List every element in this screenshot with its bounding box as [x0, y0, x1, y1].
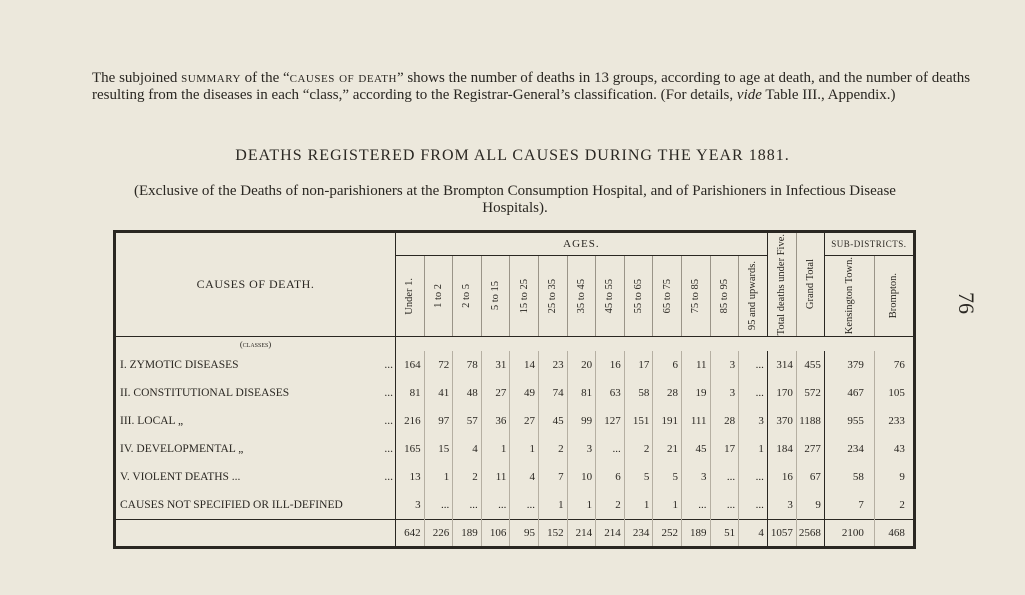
table-cell: ... [424, 491, 453, 520]
deaths-table [113, 230, 916, 549]
table-cell: 31 [481, 351, 510, 379]
table-cell: 234 [624, 520, 653, 548]
table-cell: 76 [874, 351, 914, 379]
table-cell: 28 [653, 379, 682, 407]
table-cell: 99 [567, 407, 596, 435]
table-cell: ... [739, 351, 768, 379]
table-cell: 17 [624, 351, 653, 379]
table-cell: 15 [424, 435, 453, 463]
table-cell: 20 [567, 351, 596, 379]
table-cell: 2 [538, 435, 567, 463]
table-cell: 233 [874, 407, 914, 435]
table-cell: 3 [681, 463, 710, 491]
table-cell: 314 [767, 351, 796, 379]
table-row [115, 379, 915, 407]
table-cell: 58 [824, 463, 874, 491]
table-cell: ... [510, 491, 539, 520]
table-cell: 2 [596, 491, 625, 520]
age-column-header: 45 to 55 [596, 256, 625, 337]
table-cell: 379 [824, 351, 874, 379]
table-cell: 9 [796, 491, 824, 520]
page-subtitle: (Exclusive of the Deaths of non-parishioners at the Brompton Consumption Hospital, and of Parishioners in Infectious Disease Hospitals). [134, 183, 896, 216]
table-cell: 455 [796, 351, 824, 379]
table-cell: ... [481, 491, 510, 520]
table-cell: 216 [404, 415, 421, 427]
table-cell: 6 [596, 463, 625, 491]
table-cell: 6 [653, 351, 682, 379]
table-cell: 3 [767, 491, 796, 520]
intro-text: of the “ [240, 70, 290, 86]
table-cell: 214 [596, 520, 625, 548]
age-column-header: 85 to 95 [710, 256, 739, 337]
table-cell: 28 [710, 407, 739, 435]
table-cell: 95 [510, 520, 539, 548]
causes-header: CAUSES OF DEATH. [115, 232, 396, 337]
table-cell: 3 [739, 407, 768, 435]
table-cell: 152 [538, 520, 567, 548]
table-cell: 5 [624, 463, 653, 491]
table-cell: 2568 [796, 520, 824, 548]
table-cell: 21 [653, 435, 682, 463]
totals-row [115, 520, 915, 548]
table-cell: 58 [624, 379, 653, 407]
age-column-header: 65 to 75 [653, 256, 682, 337]
table-cell: 189 [681, 520, 710, 548]
table-cell: 955 [824, 407, 874, 435]
subdistrict-column-header: Kensington Town. [824, 256, 874, 337]
table-cell: 9 [874, 463, 914, 491]
table-cell: ... [710, 463, 739, 491]
table-cell: 4 [510, 463, 539, 491]
classes-label: (classes) [115, 337, 396, 352]
table-cell: 111 [681, 407, 710, 435]
table-cell: 234 [824, 435, 874, 463]
table-cell: 1 [567, 491, 596, 520]
table-cell: 1057 [767, 520, 796, 548]
intro-vide: vide [736, 87, 762, 103]
table-cell: 57 [453, 407, 482, 435]
table-cell: 45 [681, 435, 710, 463]
table-cell: 170 [767, 379, 796, 407]
table-cell: 16 [596, 351, 625, 379]
intro-paragraph [92, 70, 972, 104]
table-cell: 1 [424, 463, 453, 491]
age-column-header: 75 to 85 [681, 256, 710, 337]
totals-label-cell [115, 520, 396, 548]
table-cell: ... [739, 379, 768, 407]
table-cell: 11 [481, 463, 510, 491]
table-cell: ... [681, 491, 710, 520]
table-cell: ... [739, 491, 768, 520]
page-title: DEATHS REGISTERED FROM ALL CAUSES DURING THE YEAR 1881. [235, 147, 790, 164]
grand-total-header: Grand Total [796, 232, 824, 337]
table-cell: ... [596, 435, 625, 463]
cause-name: ... V. VIOLENT DEATHS ... [115, 463, 396, 491]
subdistrict-column-header: Brompton. [874, 256, 914, 337]
table-cell: 467 [824, 379, 874, 407]
table-row [115, 407, 915, 435]
age-column-header: 55 to 65 [624, 256, 653, 337]
table-cell: 81 [567, 379, 596, 407]
table-cell: 1 [510, 435, 539, 463]
table-cell: 642 [396, 520, 425, 548]
table-cell: 23 [538, 351, 567, 379]
table-cell: 4 [453, 435, 482, 463]
table-cell: 127 [596, 407, 625, 435]
table-cell: 1 [538, 491, 567, 520]
table-cell: 48 [453, 379, 482, 407]
page-number: 76 [954, 292, 979, 314]
age-column-header: 35 to 45 [567, 256, 596, 337]
table-cell: ... [453, 491, 482, 520]
table-cell: 1 [739, 435, 768, 463]
table-cell: 16 [767, 463, 796, 491]
table-cell: 36 [481, 407, 510, 435]
table-cell: 165 [404, 443, 421, 455]
table-cell: 7 [538, 463, 567, 491]
table-cell: 1 [481, 435, 510, 463]
table-cell: 277 [796, 435, 824, 463]
age-column-header: 2 to 5 [453, 256, 482, 337]
age-column-header: 25 to 35 [538, 256, 567, 337]
table-cell: 4 [739, 520, 768, 548]
table-cell: 191 [653, 407, 682, 435]
cause-name: ... II. CONSTITUTIONAL DISEASES [115, 379, 396, 407]
table-cell: 13 [409, 471, 421, 483]
table-cell: 184 [767, 435, 796, 463]
under-five-header: Total deaths under Five. [767, 232, 796, 337]
table-cell: 1 [653, 491, 682, 520]
table-row [115, 491, 915, 520]
table-cell: 1188 [796, 407, 824, 435]
cause-name: ... I. ZYMOTIC DISEASES [115, 351, 396, 379]
table-cell: 252 [653, 520, 682, 548]
intro-text: The subjoined [92, 70, 178, 86]
table-row [115, 351, 915, 379]
table-cell: 41 [424, 379, 453, 407]
subdistricts-header: SUB-DISTRICTS. [824, 232, 914, 256]
table-cell: 105 [874, 379, 914, 407]
table-cell: 27 [481, 379, 510, 407]
table-cell: 5 [653, 463, 682, 491]
table-cell: 370 [767, 407, 796, 435]
table-cell: 572 [796, 379, 824, 407]
table-cell: 63 [596, 379, 625, 407]
table-cell: 3 [415, 499, 421, 511]
table-cell: 214 [567, 520, 596, 548]
table-cell: 10 [567, 463, 596, 491]
cause-name: ... III. LOCAL „ [115, 407, 396, 435]
table-cell: 226 [424, 520, 453, 548]
table-cell: 43 [874, 435, 914, 463]
table-cell: 97 [424, 407, 453, 435]
age-column-header: Under 1. [396, 256, 425, 337]
table-cell: 189 [453, 520, 482, 548]
table-cell: 106 [481, 520, 510, 548]
table-cell: 3 [710, 379, 739, 407]
cause-name: CAUSES NOT SPECIFIED OR ILL-DEFINED [115, 491, 396, 520]
table-cell: 27 [510, 407, 539, 435]
table-cell: 151 [624, 407, 653, 435]
age-column-header: 5 to 15 [481, 256, 510, 337]
table-cell: ... [739, 463, 768, 491]
table-cell: 7 [824, 491, 874, 520]
table-cell: 45 [538, 407, 567, 435]
table-cell: 2 [874, 491, 914, 520]
table-cell: 3 [567, 435, 596, 463]
table-cell: 2 [453, 463, 482, 491]
intro-summary: summary [181, 70, 241, 86]
ages-header: AGES. [396, 232, 768, 256]
table-cell: 72 [424, 351, 453, 379]
table-cell: 49 [510, 379, 539, 407]
age-column-header: 1 to 2 [424, 256, 453, 337]
table-row [115, 435, 915, 463]
intro-causes: causes of death [289, 70, 397, 86]
age-column-header: 15 to 25 [510, 256, 539, 337]
table-row [115, 463, 915, 491]
table-cell: 3 [710, 351, 739, 379]
cause-name: ... IV. DEVELOPMENTAL „ [115, 435, 396, 463]
table-cell: 78 [453, 351, 482, 379]
intro-text: ” shows the number of deaths in 13 groups, according to age at death, and the number of deaths resulting from the diseases in each “class,” according to the Registrar-General’s classification. (For details, [92, 70, 971, 103]
table-cell: ... [710, 491, 739, 520]
table-cell: 81 [409, 387, 421, 399]
intro-text: Table III., Appendix.) [765, 87, 896, 103]
table-cell: 2 [624, 435, 653, 463]
table-cell: 74 [538, 379, 567, 407]
table-cell: 468 [874, 520, 914, 548]
table-cell: 51 [710, 520, 739, 548]
age-column-header: 95 and upwards. [739, 256, 768, 337]
table-cell: 11 [681, 351, 710, 379]
table-cell: 1 [624, 491, 653, 520]
table-cell: 2100 [824, 520, 874, 548]
table-cell: 17 [710, 435, 739, 463]
table-cell: 19 [681, 379, 710, 407]
table-cell: 67 [796, 463, 824, 491]
table-cell: 14 [510, 351, 539, 379]
table-cell: 164 [404, 359, 421, 371]
